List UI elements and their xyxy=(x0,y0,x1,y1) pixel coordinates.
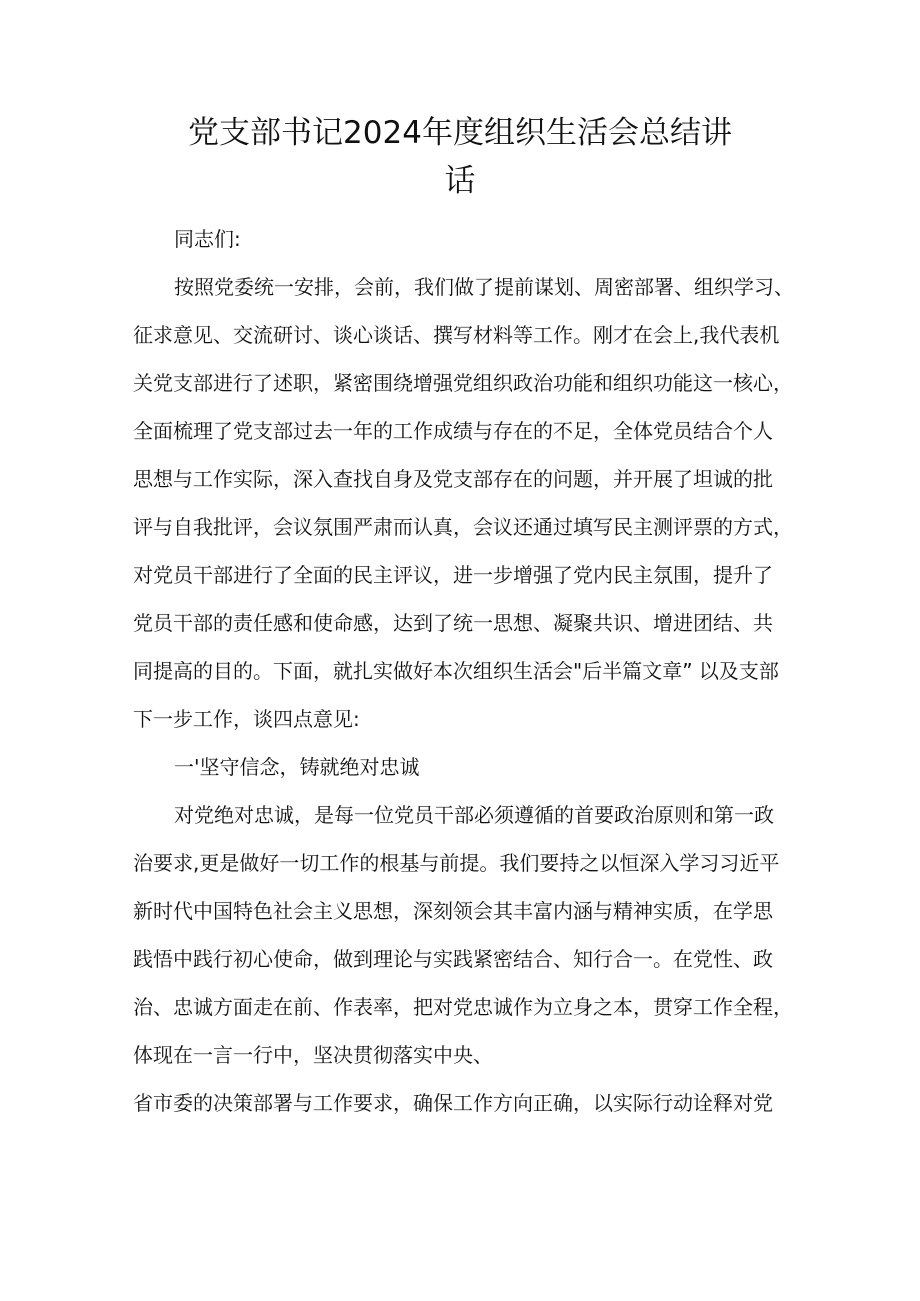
body-text-line: 对党员干部进行了全面的民主评议，进一步增强了党内民主氛围，提升了 xyxy=(133,563,773,587)
body-text-line: 同提高的目的。下面，就扎实做好本次组织生活会"后半篇文章” 以及支部 xyxy=(133,659,779,683)
body-text-line: 思想与工作实际，深入查找自身及党支部存在的问题，并开展了坦诚的批 xyxy=(133,467,773,491)
salutation: 同志们: xyxy=(174,227,241,251)
body-text-line: 下一步工作，谈四点意见: xyxy=(133,707,360,731)
body-text-line: 践悟中践行初心使命，做到理论与实践紧密结合、知行合一。在党性、政 xyxy=(133,947,773,971)
document-title-line-1: 党支部书记2024年度组织生活会总结讲 xyxy=(188,115,732,151)
body-text-line: 按照党委统一安排，会前，我们做了提前谋划、周密部署、组织学习、 xyxy=(174,275,794,299)
body-text-line: 体现在一言一行中，坚决贯彻落实中央、 xyxy=(133,1043,493,1067)
body-text-line: 治要求,更是做好一切工作的根基与前提。我们要持之以恒深入学习习近平 xyxy=(133,851,780,875)
body-text-line: 评与自我批评，会议氛围严肃而认真，会议还通过填写民主测评票的方式， xyxy=(133,515,793,539)
body-text-line: 对党绝对忠诚，是每一位党员干部必须遵循的首要政治原则和第一政 xyxy=(174,803,774,827)
body-text-line: 全面梳理了党支部过去一年的工作成绩与存在的不足，全体党员结合个人 xyxy=(133,419,773,443)
body-text-line: 省市委的决策部署与工作要求，确保工作方向正确，以实际行动诠释对党 xyxy=(133,1091,773,1115)
body-text-line: 关党支部进行了述职，紧密围绕增强党组织政治功能和组织功能这一核心， xyxy=(133,371,793,395)
body-text-line: 征求意见、交流研讨、谈心谈话、撰写材料等工作。刚才在会上,我代表机 xyxy=(133,323,780,347)
document-title-line-2: 话 xyxy=(444,163,476,199)
section-heading: 一'坚守信念，铸就绝对忠诚 xyxy=(174,755,420,779)
body-text-line: 新时代中国特色社会主义思想，深刻领会其丰富内涵与精神实质，在学思 xyxy=(133,899,773,923)
body-text-line: 治、忠诚方面走在前、作表率，把对党忠诚作为立身之本，贯穿工作全程， xyxy=(133,995,793,1019)
body-text-line: 党员干部的责任感和使命感，达到了统一思想、凝聚共识、增进团结、共 xyxy=(133,611,773,635)
